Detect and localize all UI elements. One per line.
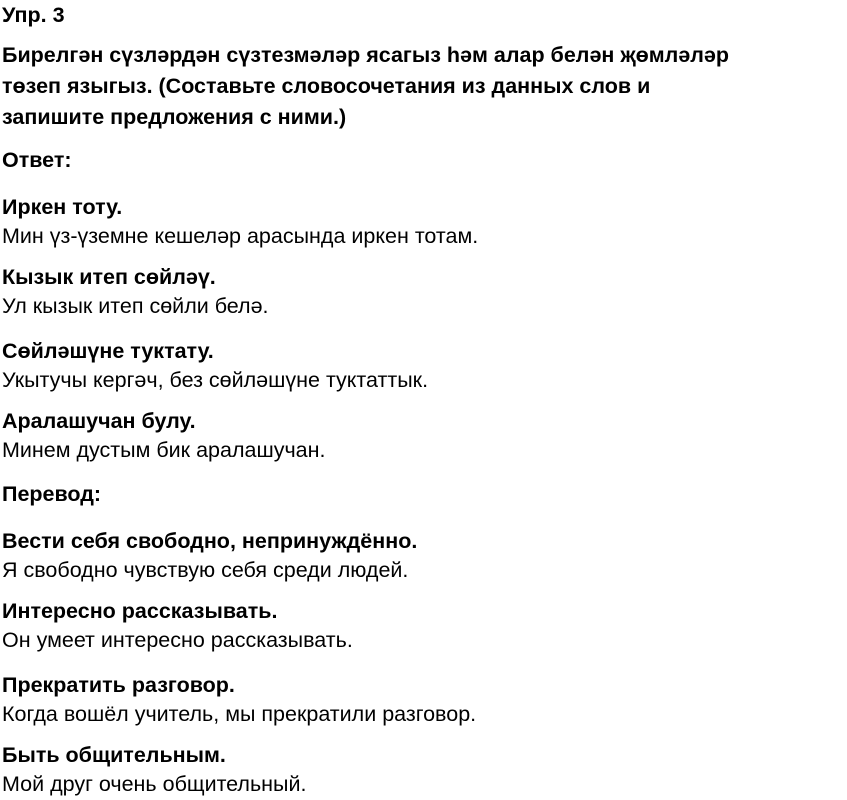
- task-line-3: запишите предложения с ними.): [2, 105, 347, 129]
- exercise-label: Упр. 3: [2, 3, 65, 27]
- translation-sentence: Когда вошёл учитель, мы прекратили разговор.: [2, 702, 477, 726]
- translation-phrase: Интересно рассказывать.: [2, 599, 278, 623]
- answer-sentence: Ул кызык итеп сөйли белә.: [2, 294, 269, 318]
- answer-heading: Ответ:: [2, 148, 72, 172]
- answer-phrase: Кызык итеп сөйләү.: [2, 265, 216, 289]
- task-line-2: төзеп языгыз. (Составьте словосочетания из данных слов и: [2, 74, 651, 98]
- answer-phrase: Иркен тоту.: [2, 195, 123, 219]
- task-line-1: Бирелгән сүзләрдән сүзтезмәләр ясагыз һәм алар белән җөмләләр: [2, 43, 730, 67]
- translation-sentence: Я свободно чувствую себя среди людей.: [2, 558, 409, 582]
- answer-sentence: Мин үз-үземне кешеләр арасында иркен тотам.: [2, 224, 479, 248]
- translation-sentence: Мой друг очень общительный.: [2, 772, 307, 796]
- translation-heading: Перевод:: [2, 482, 102, 506]
- answer-sentence: Укытучы кергәч, без сөйләшүне туктаттык.: [2, 368, 429, 392]
- translation-sentence: Он умеет интересно рассказывать.: [2, 628, 353, 652]
- translation-phrase: Вести себя свободно, непринуждённо.: [2, 529, 418, 553]
- answer-sentence: Минем дустым бик аралашучан.: [2, 438, 326, 462]
- translation-phrase: Быть общительным.: [2, 743, 226, 767]
- answer-phrase: Сөйләшүне туктату.: [2, 339, 214, 363]
- translation-phrase: Прекратить разговор.: [2, 673, 235, 697]
- answer-phrase: Аралашучан булу.: [2, 409, 196, 433]
